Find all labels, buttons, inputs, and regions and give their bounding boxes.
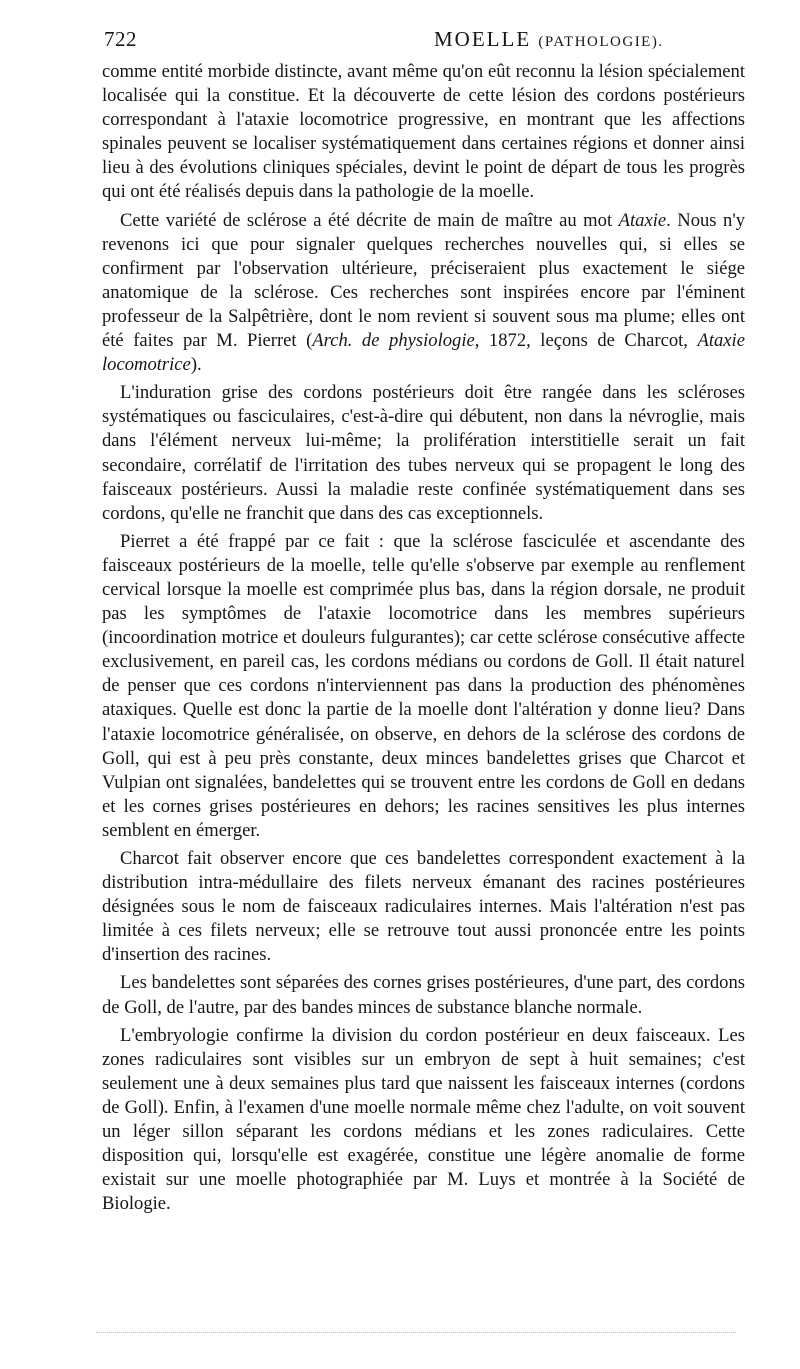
footer-rule bbox=[96, 1332, 736, 1334]
page-number: 722 bbox=[104, 27, 137, 51]
ataxie-italic-term: Ataxie bbox=[618, 209, 667, 231]
paragraph-2 bbox=[102, 209, 745, 378]
paragraph-4: Pierret a été frappé par ce fait : que la sclérose fasciculée et ascendante des faisceaux postérieurs de la moelle, telle qu'elle s'observe par exemple au renflement cervical lorsque la moelle est comprimée plus bas, dans la région dorsale, ne produit pas les symptômes de l'ataxie locomotrice dans les membres supérieurs (incoordination motrice et douleurs fulgurantes); car cette sclérose consécutive affecte exclusivement, en pareil cas, les cordons médians ou cordons de Goll. Il était naturel de penser que ces cordons n'interviennent pas dans la production des phénomènes ataxiques. Quelle est donc la partie de la moelle dont l'altération y donne lieu? Dans l'ataxie locomotrice généralisée, on observe, en dehors de la sclérose des cordons de Goll, qui est à peu près constante, deux minces bandelettes grises que Charcot et Vulpian ont signalées, bandelettes qui se trouvent entre les cordons de Goll en dedans et les cornes grises postérieures en dehors; les racines sensitives les plus internes semblent en émerger. bbox=[102, 530, 745, 841]
paragraph-2-text-b: . Nous n'y revenons ici que pour signaler quelques recherches nouvelles qui, si elles se confirment par l'observation ultérieure, préciseraient plus exactement le siége anatomique de la sclérose. Ces recherches sont inspirées encore par l'éminent professeur de la Salpêtrière, dont le nom revient si souvent sous ma plume; elles ont été faites par M. Pierret ( bbox=[102, 209, 745, 352]
paragraph-5: Charcot fait observer encore que ces bandelettes correspondent exactement à la distribution intra-médullaire des filets nerveux émanant des racines postérieures désignées sous le nom de faisceaux radiculaires internes. Mais l'altération n'est pas limitée à ces filets nerveux; elle se retrouve tout aussi prononcée entre les points d'insertion des racines. bbox=[102, 848, 745, 966]
paragraph-2-text-c: , 1872, leçons de Charcot, bbox=[474, 330, 698, 352]
paragraph-2-text-a: Cette variété de sclérose a été décrite de main de maître au mot bbox=[120, 209, 619, 231]
paragraph-7: L'embryologie confirme la division du cordon postérieur en deux faisceaux. Les zones radiculaires sont visibles sur un embryon de sept à huit semaines; c'est seulement une à deux semaines plus tard que naissent les faisceaux internes (cordons de Goll). Enfin, à l'examen d'une moelle normale même chez l'adulte, on voit souvent un léger sillon séparant les cordons médians et les zones radiculaires. Cette disposition qui, lorsqu'elle est exagérée, constitue une légère anomalie de forme existait sur une moelle photographiée par M. Luys et montrée à la Société de Biologie. bbox=[102, 1024, 745, 1215]
paragraph-1: comme entité morbide distincte, avant même qu'on eût reconnu la lésion spécialement localisée qui la constitue. Et la découverte de cette lésion des cordons postérieurs correspondant à l'ataxie locomotrice progressive, en montrant que les affections spinales peuvent se localiser systématiquement dans certaines régions et donner ainsi lieu à des évolutions cliniques spéciales, devint le point de départ de tous les progrès qui ont été réalisés depuis dans la pathologie de la moelle. bbox=[102, 61, 745, 203]
page-header bbox=[104, 22, 764, 56]
paragraph-2-text-d: ). bbox=[190, 354, 202, 376]
running-head bbox=[434, 22, 664, 59]
running-head-subtitle: (PATHOLOGIE). bbox=[538, 34, 664, 50]
journal-title-italic: Arch. de physiologie bbox=[312, 330, 475, 352]
running-head-title: MOELLE bbox=[434, 27, 532, 51]
body-text bbox=[102, 60, 745, 1220]
paragraph-3: L'induration grise des cordons postérieurs doit être rangée dans les scléroses systématiques ou fasciculaires, c'est-à-dire qui débutent, non dans la névroglie, mais dans l'élément nerveux lui-même; la prolifération interstitielle serait un fait secondaire, corrélatif de l'irritation des tubes nerveux qui se propagent le long des faisceaux postérieurs. Aussi la maladie reste confinée systématiquement dans ses cordons, qu'elle ne franchit que dans des cas exceptionnels. bbox=[102, 382, 745, 524]
paragraph-6: Les bandelettes sont séparées des cornes grises postérieures, d'une part, des cordons de Goll, de l'autre, par des bandes minces de substance blanche normale. bbox=[102, 972, 745, 1018]
lecture-title-italic: Ataxie locomotrice bbox=[102, 330, 745, 376]
